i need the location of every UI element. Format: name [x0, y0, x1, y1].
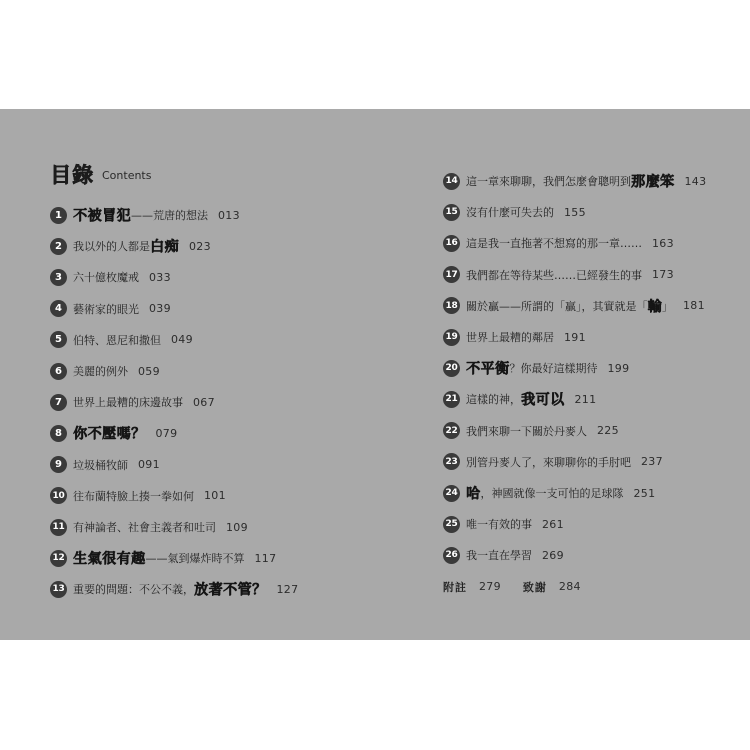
- toc-entry[interactable]: [443, 483, 655, 503]
- chapter-number-badge: 18: [443, 297, 460, 314]
- page-number: 155: [564, 205, 586, 219]
- page-number: 067: [193, 395, 215, 409]
- chapter-title-text: 我們來聊一下關於丹麥人: [466, 424, 587, 438]
- toc-entry[interactable]: [443, 545, 564, 565]
- toc-entry[interactable]: [50, 423, 177, 443]
- chapter-number-badge: 9: [50, 456, 67, 473]
- page-number: 225: [597, 424, 619, 438]
- chapter-title-text: 我一直在學習: [466, 549, 532, 563]
- chapter-number-badge: 17: [443, 266, 460, 283]
- toc-title: 目錄: [50, 163, 94, 187]
- chapter-number-badge: 3: [50, 269, 67, 286]
- notes-label[interactable]: 附註: [443, 580, 467, 594]
- chapter-number-badge: 14: [443, 173, 460, 190]
- toc-entry[interactable]: [50, 486, 226, 506]
- chapter-number-badge: 8: [50, 425, 67, 442]
- toc-entry[interactable]: [443, 452, 663, 472]
- toc-entry[interactable]: [443, 514, 564, 534]
- chapter-title-text: ？你最好這樣期待: [509, 362, 598, 376]
- chapter-title-emphasis: 輸: [647, 298, 662, 315]
- chapter-title-text: 唯一有效的事: [466, 518, 532, 532]
- chapter-title-text: ——荒唐的想法: [131, 209, 208, 222]
- chapter-title-text: 我們都在等待某些……已經發生的事: [466, 268, 642, 282]
- page-number: 143: [684, 174, 707, 188]
- chapter-number-badge: 23: [443, 453, 460, 470]
- page-number: 039: [149, 302, 171, 316]
- chapter-number-badge: 7: [50, 394, 67, 411]
- toc-entry[interactable]: [50, 267, 171, 287]
- chapter-number-badge: 24: [443, 485, 460, 502]
- chapter-number-badge: 4: [50, 300, 67, 317]
- chapter-title-text: 世界上最糟的床邊故事: [73, 396, 183, 410]
- toc-entry[interactable]: [443, 358, 629, 378]
- page-number: 181: [683, 299, 705, 313]
- chapter-title-emphasis: 那麼笨: [631, 174, 675, 190]
- toc-page: [0, 109, 750, 640]
- page-number: 117: [254, 551, 277, 565]
- chapter-number-badge: 16: [443, 235, 460, 252]
- toc-subtitle: Contents: [102, 169, 152, 182]
- chapter-number-badge: 15: [443, 204, 460, 221]
- chapter-title-emphasis: 哈: [466, 486, 481, 502]
- chapter-title-text: 這一章來聊聊，我們怎麼會聰明到: [466, 175, 631, 188]
- page-number: 109: [226, 520, 248, 534]
- chapter-title-text: 別管丹麥人了，來聊聊你的手肘吧: [466, 455, 631, 469]
- chapter-title-emphasis: 放著不管？: [194, 582, 267, 599]
- page-number: 023: [189, 239, 211, 253]
- toc-entry[interactable]: [50, 361, 160, 381]
- toc-entry[interactable]: [50, 579, 298, 599]
- toc-entry[interactable]: [50, 299, 171, 319]
- page-number: 191: [564, 330, 586, 344]
- chapter-title-text: 美麗的例外: [73, 365, 128, 378]
- toc-entry[interactable]: [443, 389, 596, 409]
- page-number: 079: [155, 426, 178, 440]
- page-number: 237: [641, 455, 663, 469]
- thanks-page-number[interactable]: 284: [558, 580, 581, 594]
- notes-page-number[interactable]: 279: [479, 580, 501, 594]
- page-number: 261: [542, 517, 564, 531]
- chapter-title-text: 藝術家的眼光: [73, 302, 139, 316]
- toc-entry[interactable]: [50, 455, 160, 475]
- page-number: 049: [171, 333, 193, 347]
- chapter-title-text: 垃圾桶牧師: [73, 458, 128, 472]
- chapter-title-emphasis: 生氣很有趣: [73, 551, 146, 568]
- chapter-title-text: 往布蘭特臉上揍一拳如何: [73, 489, 194, 503]
- chapter-title-text: 世界上最糟的鄰居: [466, 331, 554, 344]
- chapter-title-emphasis: 白痴: [150, 239, 179, 256]
- chapter-number-badge: 13: [50, 581, 67, 598]
- page-number: 059: [138, 364, 160, 378]
- chapter-title-emphasis: 你不壓嗎？: [73, 426, 146, 443]
- page-number: 091: [138, 458, 160, 472]
- toc-entry[interactable]: [50, 392, 215, 412]
- chapter-number-badge: 26: [443, 547, 460, 564]
- page-number: 173: [652, 268, 674, 282]
- chapter-title-text: 伯特、恩尼和撒但: [73, 333, 161, 347]
- toc-entry[interactable]: [50, 548, 276, 568]
- chapter-title-text: 這樣的神，: [466, 393, 521, 407]
- chapter-number-badge: 1: [50, 207, 67, 224]
- toc-entry[interactable]: [443, 327, 586, 347]
- thanks-label[interactable]: 致謝: [522, 580, 547, 594]
- chapter-title-text: 這是我一直拖著不想寫的那一章……: [466, 237, 642, 251]
- page-number: 127: [276, 582, 299, 596]
- chapter-number-badge: 11: [50, 519, 67, 536]
- page-number: 211: [574, 392, 597, 406]
- chapter-title-text: 」: [662, 299, 673, 313]
- appendix-line: [443, 577, 581, 597]
- chapter-number-badge: 2: [50, 238, 67, 255]
- toc-entry[interactable]: [50, 205, 240, 225]
- toc-entry[interactable]: [443, 171, 706, 191]
- toc-entry[interactable]: [443, 233, 674, 253]
- chapter-title-text: 關於贏——所謂的「贏」，其實就是「: [466, 299, 648, 313]
- toc-entry[interactable]: [50, 517, 248, 537]
- toc-entry[interactable]: [50, 236, 211, 256]
- chapter-title-text: 重要的問題：不公不義，: [73, 583, 194, 597]
- chapter-number-badge: 21: [443, 391, 460, 408]
- chapter-title-text: 有神論者、社會主義者和吐司: [73, 521, 216, 534]
- chapter-title-text: ——氣到爆炸時不算: [145, 552, 245, 566]
- toc-heading: [50, 161, 151, 187]
- toc-entry[interactable]: [50, 330, 193, 350]
- page-number: 101: [204, 489, 226, 503]
- chapter-number-badge: 19: [443, 329, 460, 346]
- chapter-title-text: ，神國就像一支可怕的足球隊: [480, 487, 624, 500]
- chapter-number-badge: 22: [443, 422, 460, 439]
- page-number: 251: [633, 486, 656, 500]
- page-number: 163: [652, 236, 674, 250]
- page-number: 199: [607, 361, 630, 375]
- chapter-title-text: 沒有什麼可失去的: [466, 206, 554, 220]
- chapter-title-text: 我以外的人都是: [73, 240, 150, 254]
- chapter-title-text: 六十億枚魔戒: [73, 271, 139, 285]
- chapter-number-badge: 5: [50, 331, 67, 348]
- chapter-number-badge: 12: [50, 550, 67, 567]
- toc-entry[interactable]: [443, 202, 586, 222]
- chapter-number-badge: 25: [443, 516, 460, 533]
- page-number: 033: [149, 270, 171, 284]
- page-number: 269: [542, 548, 564, 562]
- toc-entry[interactable]: [443, 421, 619, 441]
- chapter-number-badge: 10: [50, 487, 67, 504]
- chapter-title-emphasis: 不平衡: [466, 361, 510, 378]
- chapter-number-badge: 6: [50, 363, 67, 380]
- chapter-title-emphasis: 不被冒犯: [73, 208, 131, 224]
- chapter-title-emphasis: 我可以: [521, 392, 565, 409]
- page-number: 013: [218, 208, 240, 222]
- toc-entry[interactable]: [443, 265, 674, 285]
- chapter-number-badge: 20: [443, 360, 460, 377]
- toc-entry[interactable]: [443, 296, 705, 316]
